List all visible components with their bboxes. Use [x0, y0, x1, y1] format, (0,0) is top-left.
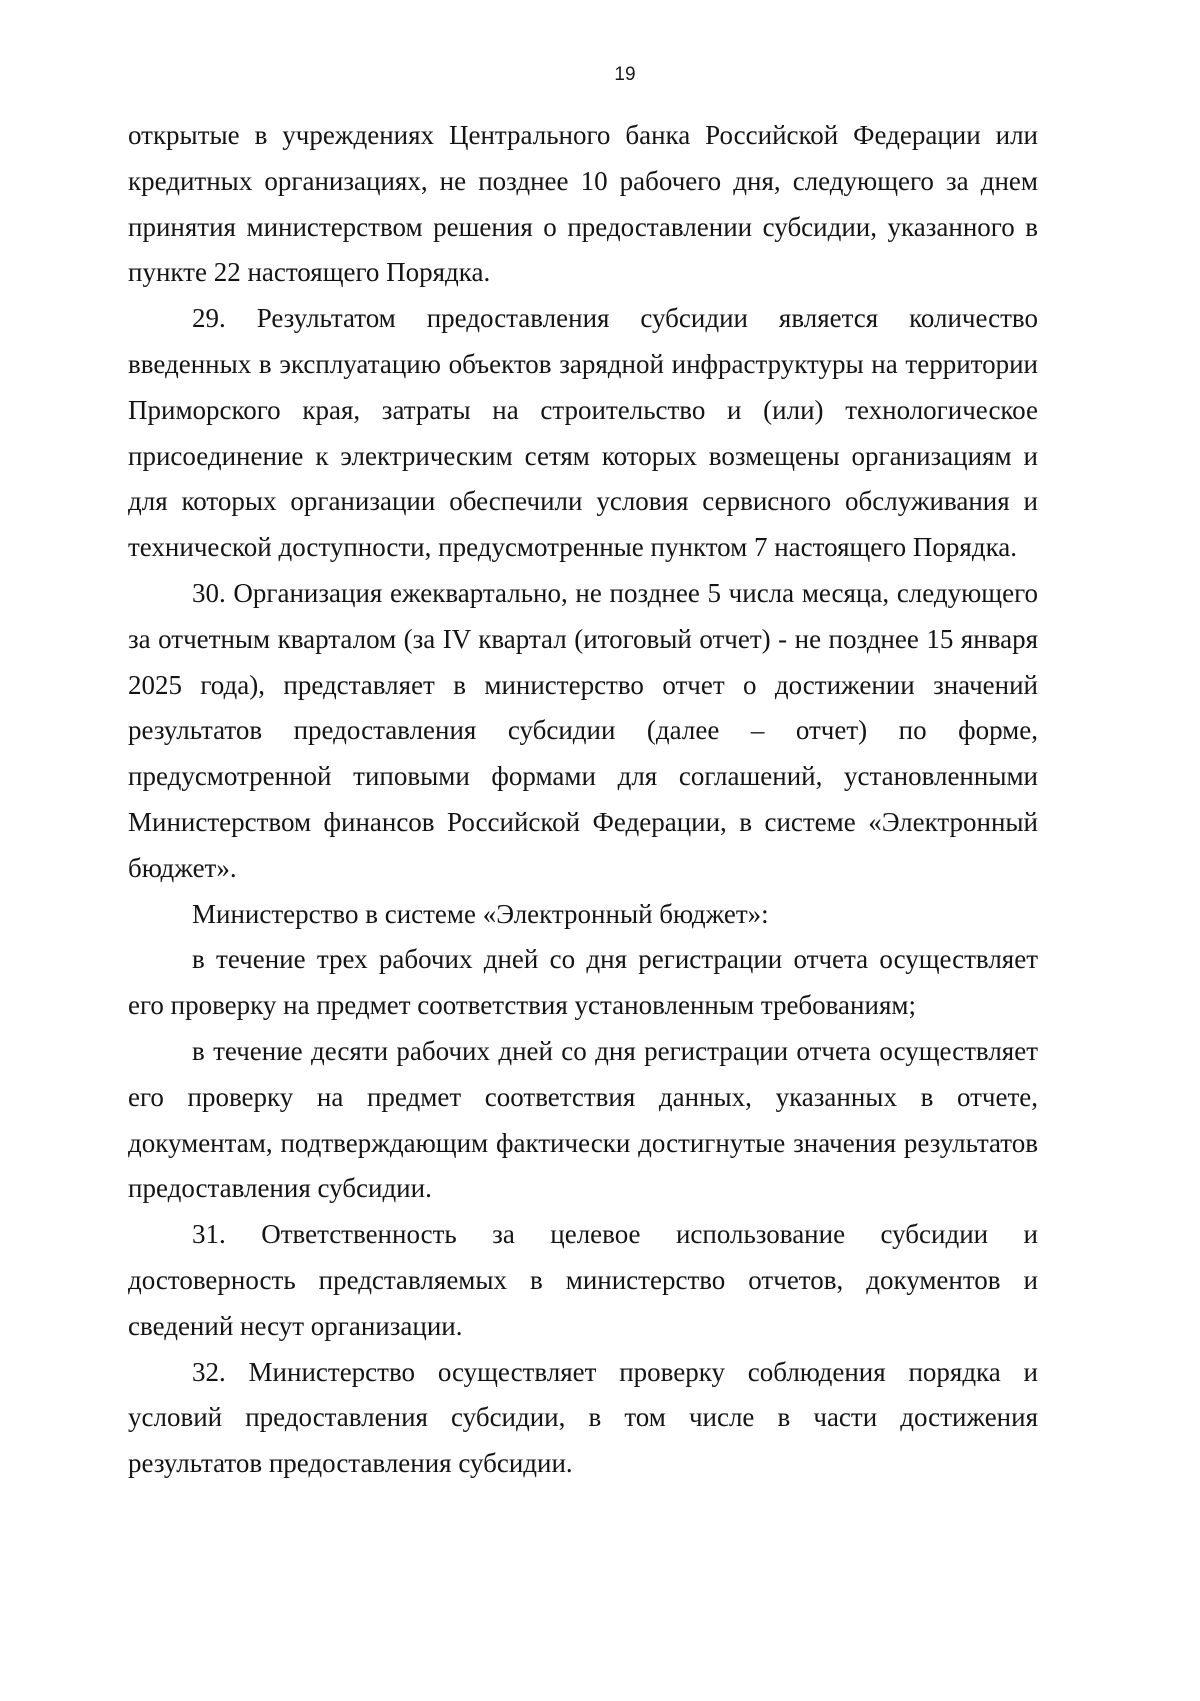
paragraph-continuation: открытые в учреждениях Центрального банка Российской Федерации или кредитных организациях, не позднее 10 рабочего дня, следующего за днем принятия министерством решения о предоставлении субсидии, указанного в пункте 22 настоящего Порядка. — [128, 120, 1038, 288]
paragraph-item-30: 30. Организация ежеквартально, не позднее 5 числа месяца, следующего за отчетным кварталом (за IV квартал (итоговый отчет) - не позднее 15 января 2025 года), представляет в министерство отчет о достижении значений результатов предоставления субсидии (далее – отчет) по форме, предусмотренной типовыми формами для соглашений, установленными Министерством финансов Российской Федерации, в системе «Электронный бюджет». — [128, 577, 1038, 883]
paragraph-item-31: 31. Ответственность за целевое использование субсидии и достоверность представляемых в министерство отчетов, документов и сведений несут организации. — [128, 1219, 1038, 1341]
document-body — [128, 113, 1038, 1487]
paragraph-item-29: 29. Результатом предоставления субсидии является количество введенных в эксплуатацию объектов зарядной инфраструктуры на территории Приморского края, затраты на строительство и (или) технологическое присоединение к электрическим сетям которых возмещены организациям и для которых организации обеспечили условия сервисного обслуживания и технической доступности, предусмотренные пунктом 7 настоящего Порядка. — [128, 303, 1038, 563]
paragraph-ministry-intro: Министерство в системе «Электронный бюджет»: — [192, 898, 769, 929]
paragraph-check-three-days: в течение трех рабочих дней со дня регистрации отчета осуществляет его проверку на предмет соответствия установленным требованиям; — [128, 944, 1038, 1021]
page-number: 19 — [614, 64, 636, 85]
paragraph-item-32: 32. Министерство осуществляет проверку соблюдения порядка и условий предоставления субсидии, в том числе в части достижения результатов предоставления субсидии. — [128, 1356, 1038, 1479]
paragraph-check-ten-days: в течение десяти рабочих дней со дня регистрации отчета осуществляет его проверку на предмет соответствия данных, указанных в отчете, документам, подтверждающим фактически достигнутые значения результатов предоставления субсидии. — [128, 1035, 1038, 1204]
